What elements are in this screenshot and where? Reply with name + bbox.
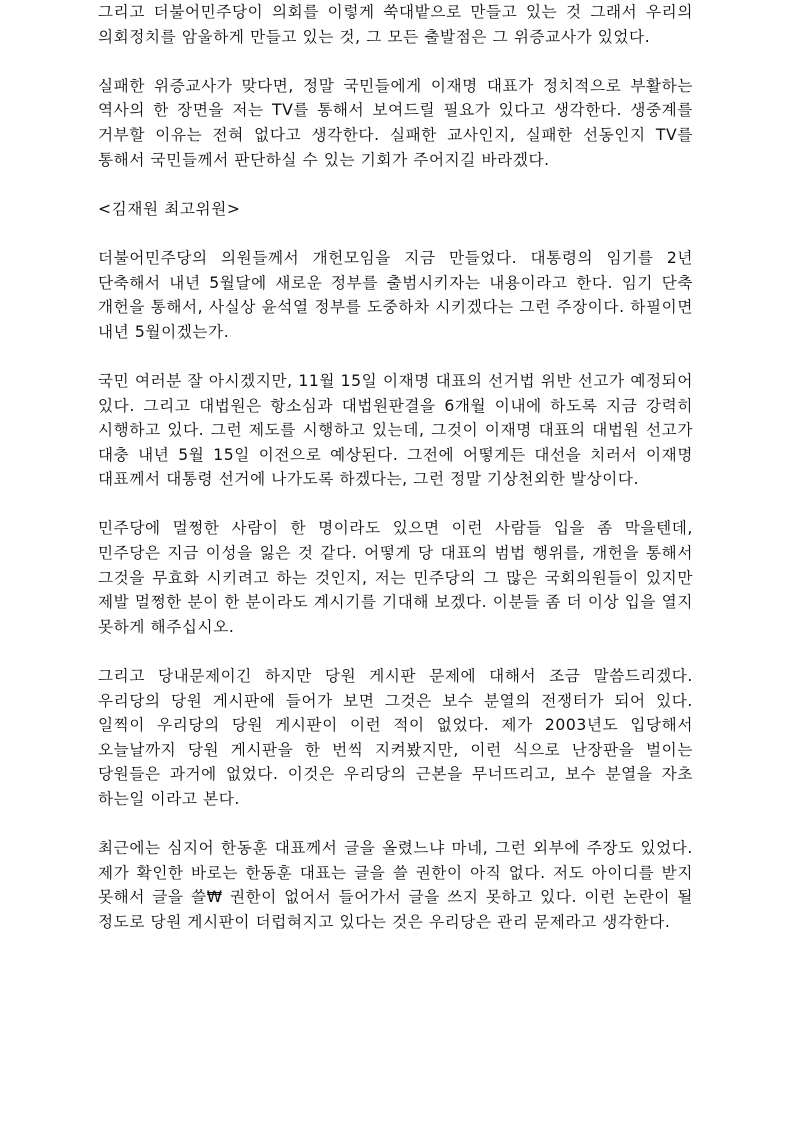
document-page xyxy=(98,0,693,935)
paragraph-2: 실패한 위증교사가 맞다면, 정말 국민들에게 이재명 대표가 정치적으로 부활하는 역사의 한 장면을 저는 TV를 통해서 보여드릴 필요가 있다고 생각한다. 생중계를 거부할 이유는 전혀 없다고 생각한다. 실패한 교사인지, 실패한 선동인지 TV를 통해서 국민들께서 판단하실 수 있는 기회가 주어지길 바라겠다. xyxy=(98,76,693,169)
paragraph-5: 국민 여러분 잘 아시겠지만, 11월 15일 이재명 대표의 선거법 위반 선고가 예정되어 있다. 그리고 대법원은 항소심과 대법원판결을 6개월 이내에 하도록 지금 강력히 시행하고 있다. 그런 제도를 시행하고 있는데, 그것이 이재명 대표의 대법원 선고가 대충 내년 5월 15일 이전으로 예상된다. 그전에 어떻게든 대선을 치러서 이재명 대표께서 대통령 선거에 나가도록 하겠다는, 그런 정말 기상천외한 발상이다. xyxy=(98,371,693,489)
paragraph-4: 더불어민주당의 의원들께서 개헌모임을 지금 만들었다. 대통령의 임기를 2년 단축해서 내년 5월달에 새로운 정부를 출범시키자는 내용이라고 한다. 임기 단축 개헌을 통해서, 사실상 윤석열 정부를 도중하차 시키겠다는 그런 주장이다. 하필이면 내년 5월이겠는가. xyxy=(98,248,693,341)
paragraph-6: 민주당에 멀쩡한 사람이 한 명이라도 있으면 이런 사람들 입을 좀 막을텐데, 민주당은 지금 이성을 잃은 것 같다. 어떻게 당 대표의 범법 행위를, 개헌을 통해서 그것을 무효화 시키려고 하는 것인지, 저는 민주당의 그 많은 국회의원들이 있지만 제발 멀쩡한 분이 한 분이라도 계시기를 기대해 보겠다. 이분들 좀 더 이상 입을 열지 못하게 해주십시오. xyxy=(98,519,693,636)
paragraph-1: 그리고 더불어민주당이 의회를 이렇게 쑥대밭으로 만들고 있는 것 그래서 우리의 의회정치를 암울하게 만들고 있는 것, 그 모든 출발점은 그 위증교사가 있었다. xyxy=(98,3,693,46)
paragraph-7: 그리고 당내문제이긴 하지만 당원 게시판 문제에 대해서 조금 말씀드리겠다. 우리당의 당원 게시판에 들어가 보면 그것은 보수 분열의 전쟁터가 되어 있다. 일찍이 우리당의 당원 게시판이 이런 적이 없었다. 제가 2003년도 입당해서 오늘날까지 당원 게시판을 한 번씩 지켜봤지만, 이런 식으로 난장판을 벌이는 당원들은 과거에 없었다. 이것은 우리당의 근본을 무너뜨리고, 보수 분열을 자초 하는일 이라고 본다. xyxy=(98,667,693,808)
paragraph-8: 최근에는 심지어 한동훈 대표께서 글을 올렸느냐 마네, 그런 외부에 주장도 있었다. 제가 확인한 바로는 한동훈 대표는 글을 쓸 권한이 아직 없다. 저도 아이디를 받지 못해서 글을 쓸₩ 권한이 없어서 들어가서 글을 쓰지 못하고 있다. 이런 논란이 될 정도로 당원 게시판이 더럽혀지고 있다는 것은 우리당은 관리 문제라고 생각한다. xyxy=(98,839,693,931)
speaker-heading: <김재원 최고위원> xyxy=(98,199,241,218)
